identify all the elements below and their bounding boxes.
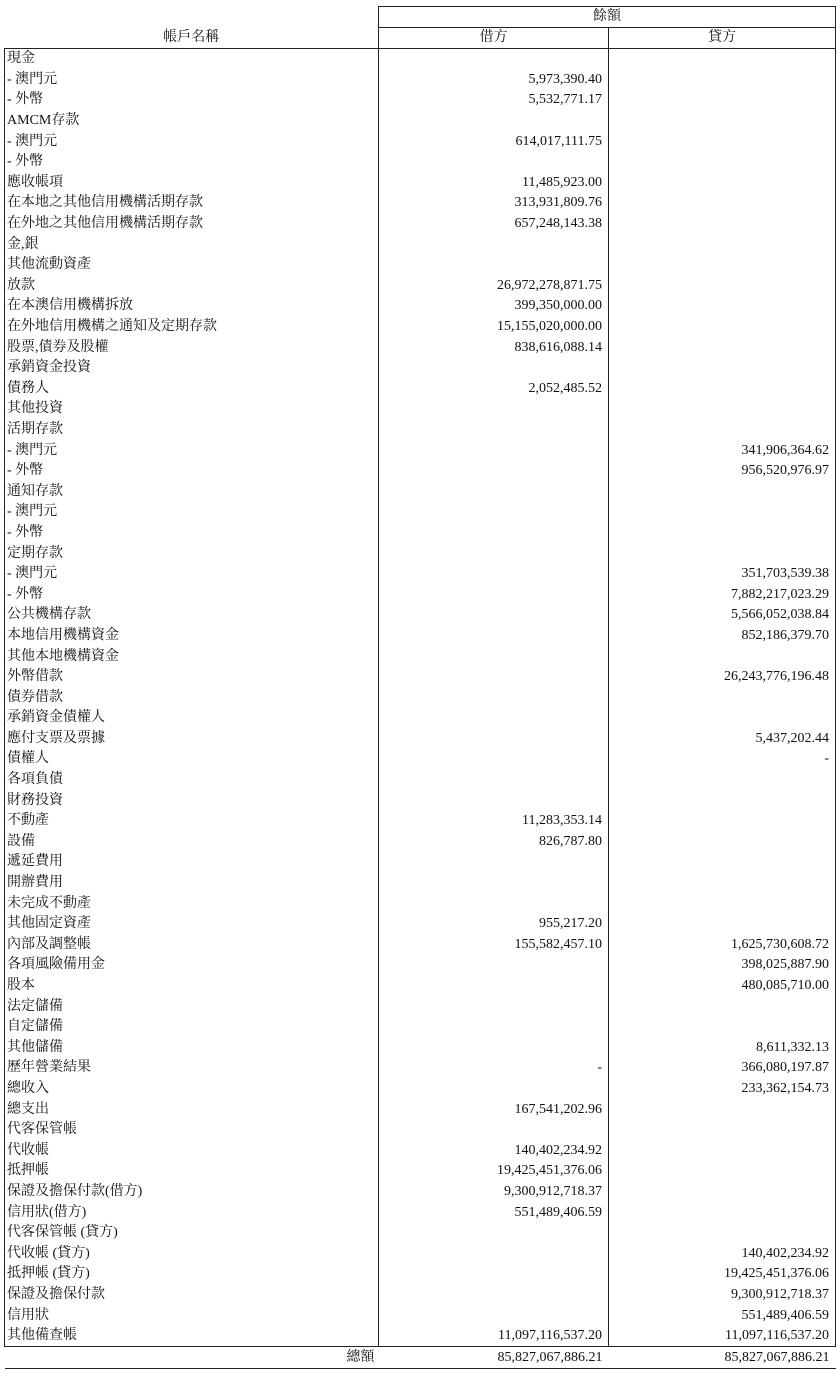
table-row (5, 49, 836, 70)
debit-cell (379, 873, 609, 894)
credit-cell (609, 543, 836, 564)
debit-cell: 15,155,020,000.00 (379, 317, 609, 338)
total-credit: 85,827,067,886.21 (609, 1347, 836, 1369)
credit-cell: - (609, 749, 836, 770)
debit-cell (379, 1223, 609, 1244)
credit-cell (609, 49, 836, 70)
credit-cell (609, 70, 836, 91)
table-row (5, 790, 836, 811)
debit-cell (379, 708, 609, 729)
table-row (5, 420, 836, 441)
credit-cell (609, 255, 836, 276)
account-name-cell: 放款 (5, 276, 379, 297)
table-row (5, 1285, 836, 1306)
credit-cell (609, 481, 836, 502)
credit-cell (609, 317, 836, 338)
account-name-cell: 其他投資 (5, 399, 379, 420)
table-row (5, 729, 836, 750)
account-name-cell: 法定儲備 (5, 996, 379, 1017)
account-name-cell: 承銷資金債權人 (5, 708, 379, 729)
credit-cell (609, 173, 836, 194)
debit-cell (379, 1305, 609, 1326)
table-row (5, 1305, 836, 1326)
account-name-cell: 其他儲備 (5, 1038, 379, 1059)
balance-header: 餘額 (379, 7, 836, 28)
table-row (5, 749, 836, 770)
table-row (5, 770, 836, 791)
credit-cell (609, 1161, 836, 1182)
credit-cell: 8,611,332.13 (609, 1038, 836, 1059)
debit-cell (379, 502, 609, 523)
debit-cell (379, 955, 609, 976)
account-name-cell: 股本 (5, 976, 379, 997)
debit-cell: 26,972,278,871.75 (379, 276, 609, 297)
credit-cell (609, 337, 836, 358)
credit-cell: 480,085,710.00 (609, 976, 836, 997)
debit-cell (379, 564, 609, 585)
table-row (5, 935, 836, 956)
credit-cell (609, 193, 836, 214)
debit-cell (379, 605, 609, 626)
debit-cell (379, 976, 609, 997)
debit-cell: 614,017,111.75 (379, 131, 609, 152)
credit-cell: 956,520,976.97 (609, 461, 836, 482)
table-row (5, 976, 836, 997)
account-name-cell: 信用狀 (5, 1305, 379, 1326)
account-name-cell: AMCM存款 (5, 111, 379, 132)
credit-cell: 7,882,217,023.29 (609, 584, 836, 605)
table-row (5, 1079, 836, 1100)
total-label: 總額 (5, 1347, 379, 1369)
account-name-cell: - 外幣 (5, 90, 379, 111)
table-row (5, 502, 836, 523)
account-name-cell: - 澳門元 (5, 440, 379, 461)
table-row (5, 1326, 836, 1347)
credit-cell (609, 1140, 836, 1161)
credit-cell (609, 379, 836, 400)
debit-cell (379, 255, 609, 276)
table-row (5, 399, 836, 420)
table-row (5, 543, 836, 564)
account-name-cell: 金,銀 (5, 234, 379, 255)
credit-cell (609, 1120, 836, 1141)
account-name-cell: 其他本地機構資金 (5, 646, 379, 667)
table-row (5, 296, 836, 317)
header-blank (5, 7, 379, 28)
debit-cell: 399,350,000.00 (379, 296, 609, 317)
debit-cell (379, 1243, 609, 1264)
account-name-cell: 抵押帳 (貸方) (5, 1264, 379, 1285)
account-name-cell: 本地信用機構資金 (5, 626, 379, 647)
account-name-cell: 自定儲備 (5, 1017, 379, 1038)
table-row (5, 893, 836, 914)
account-name-cell: 各項風險備用金 (5, 955, 379, 976)
credit-cell (609, 832, 836, 853)
account-name-cell: 承銷資金投資 (5, 358, 379, 379)
account-name-cell: 總支出 (5, 1099, 379, 1120)
table-row (5, 358, 836, 379)
account-name-cell: 開辦費用 (5, 873, 379, 894)
account-name-cell: - 澳門元 (5, 70, 379, 91)
debit-cell (379, 646, 609, 667)
account-name-cell: 不動產 (5, 811, 379, 832)
account-rows (5, 49, 836, 1347)
debit-cell (379, 1120, 609, 1141)
table-row (5, 832, 836, 853)
debit-cell (379, 111, 609, 132)
account-name-cell: 保證及擔保付款 (5, 1285, 379, 1306)
debit-cell (379, 1264, 609, 1285)
account-name-cell: 現金 (5, 49, 379, 70)
debit-cell: 11,097,116,537.20 (379, 1326, 609, 1347)
account-name-cell: 通知存款 (5, 481, 379, 502)
account-name-cell: 各項負債 (5, 770, 379, 791)
table-row (5, 481, 836, 502)
table-row (5, 564, 836, 585)
debit-cell (379, 770, 609, 791)
debit-cell (379, 667, 609, 688)
table-row (5, 1243, 836, 1264)
debit-cell (379, 523, 609, 544)
credit-cell: 341,906,364.62 (609, 440, 836, 461)
credit-cell (609, 873, 836, 894)
table-row (5, 255, 836, 276)
table-row (5, 234, 836, 255)
total-row (5, 1347, 836, 1369)
account-name-cell: 保證及擔保付款(借方) (5, 1182, 379, 1203)
account-name-cell: 在本澳信用機構拆放 (5, 296, 379, 317)
debit-cell (379, 790, 609, 811)
credit-cell: 11,097,116,537.20 (609, 1326, 836, 1347)
credit-cell: 5,437,202.44 (609, 729, 836, 750)
debit-cell: 19,425,451,376.06 (379, 1161, 609, 1182)
debit-cell: 838,616,088.14 (379, 337, 609, 358)
account-name-header: 帳戶名稱 (5, 28, 379, 49)
debit-header: 借方 (379, 28, 609, 49)
debit-cell: 826,787.80 (379, 832, 609, 853)
account-name-cell: 信用狀(借方) (5, 1202, 379, 1223)
credit-cell: 5,566,052,038.84 (609, 605, 836, 626)
credit-cell (609, 708, 836, 729)
credit-cell: 551,489,406.59 (609, 1305, 836, 1326)
debit-cell (379, 749, 609, 770)
debit-cell: 11,485,923.00 (379, 173, 609, 194)
account-name-cell: - 澳門元 (5, 502, 379, 523)
debit-cell (379, 481, 609, 502)
trial-balance-sheet (4, 6, 835, 1369)
debit-cell: 5,973,390.40 (379, 70, 609, 91)
table-row (5, 111, 836, 132)
account-name-cell: 代收帳 (貸方) (5, 1243, 379, 1264)
table-row (5, 626, 836, 647)
table-row (5, 584, 836, 605)
debit-cell (379, 893, 609, 914)
table-row (5, 276, 836, 297)
credit-cell (609, 790, 836, 811)
table-row (5, 379, 836, 400)
table-row (5, 337, 836, 358)
debit-cell (379, 234, 609, 255)
account-name-cell: 歷年營業結果 (5, 1058, 379, 1079)
account-name-cell: - 外幣 (5, 461, 379, 482)
credit-cell (609, 1223, 836, 1244)
account-name-cell: 在外地之其他信用機構活期存款 (5, 214, 379, 235)
table-row (5, 523, 836, 544)
account-name-cell: 公共機構存款 (5, 605, 379, 626)
table-row (5, 70, 836, 91)
balance-table (4, 6, 836, 1369)
account-name-cell: 其他固定資產 (5, 914, 379, 935)
table-row (5, 1182, 836, 1203)
account-name-cell: 應付支票及票據 (5, 729, 379, 750)
table-row (5, 1202, 836, 1223)
table-row (5, 317, 836, 338)
debit-cell (379, 1079, 609, 1100)
debit-cell: 657,248,143.38 (379, 214, 609, 235)
account-name-cell: 設備 (5, 832, 379, 853)
table-row (5, 152, 836, 173)
table-row (5, 193, 836, 214)
credit-cell (609, 770, 836, 791)
credit-cell (609, 852, 836, 873)
table-row (5, 1223, 836, 1244)
account-name-cell: - 澳門元 (5, 131, 379, 152)
debit-cell (379, 1285, 609, 1306)
credit-cell (609, 646, 836, 667)
credit-cell (609, 399, 836, 420)
credit-cell (609, 214, 836, 235)
table-row (5, 1161, 836, 1182)
account-name-cell: 債務人 (5, 379, 379, 400)
credit-cell: 233,362,154.73 (609, 1079, 836, 1100)
account-name-cell: 其他流動資產 (5, 255, 379, 276)
credit-cell (609, 1202, 836, 1223)
credit-cell (609, 502, 836, 523)
credit-cell (609, 893, 836, 914)
debit-cell (379, 440, 609, 461)
debit-cell (379, 687, 609, 708)
debit-cell (379, 399, 609, 420)
debit-cell: - (379, 1058, 609, 1079)
account-name-cell: 外幣借款 (5, 667, 379, 688)
table-row (5, 1017, 836, 1038)
table-row (5, 1264, 836, 1285)
account-name-cell: 定期存款 (5, 543, 379, 564)
credit-cell (609, 914, 836, 935)
credit-cell: 366,080,197.87 (609, 1058, 836, 1079)
table-row (5, 852, 836, 873)
credit-cell (609, 1099, 836, 1120)
credit-cell (609, 523, 836, 544)
account-name-cell: 未完成不動產 (5, 893, 379, 914)
credit-cell (609, 687, 836, 708)
table-row (5, 605, 836, 626)
debit-cell: 313,931,809.76 (379, 193, 609, 214)
credit-cell (609, 90, 836, 111)
debit-cell (379, 584, 609, 605)
debit-cell (379, 420, 609, 441)
account-name-cell: - 外幣 (5, 584, 379, 605)
table-row (5, 1038, 836, 1059)
credit-cell (609, 996, 836, 1017)
credit-cell: 1,625,730,608.72 (609, 935, 836, 956)
account-name-cell: 財務投資 (5, 790, 379, 811)
account-name-cell: 債權人 (5, 749, 379, 770)
credit-cell (609, 420, 836, 441)
table-row (5, 708, 836, 729)
debit-cell (379, 543, 609, 564)
credit-cell: 852,186,379.70 (609, 626, 836, 647)
table-row (5, 440, 836, 461)
account-name-cell: 在外地信用機構之通知及定期存款 (5, 317, 379, 338)
account-name-cell: 其他備查帳 (5, 1326, 379, 1347)
credit-cell: 9,300,912,718.37 (609, 1285, 836, 1306)
debit-cell: 11,283,353.14 (379, 811, 609, 832)
debit-cell (379, 461, 609, 482)
table-row (5, 1140, 836, 1161)
table-row (5, 811, 836, 832)
account-name-cell: 遞延費用 (5, 852, 379, 873)
credit-cell (609, 234, 836, 255)
debit-cell: 167,541,202.96 (379, 1099, 609, 1120)
table-row (5, 131, 836, 152)
debit-cell (379, 996, 609, 1017)
credit-header: 貸方 (609, 28, 836, 49)
table-row (5, 873, 836, 894)
debit-cell (379, 852, 609, 873)
account-name-cell: - 澳門元 (5, 564, 379, 585)
table-row (5, 461, 836, 482)
header-row-balance (5, 7, 836, 28)
account-name-cell: 在本地之其他信用機構活期存款 (5, 193, 379, 214)
credit-cell (609, 152, 836, 173)
account-name-cell: - 外幣 (5, 523, 379, 544)
debit-cell (379, 1017, 609, 1038)
credit-cell (609, 296, 836, 317)
account-name-cell: - 外幣 (5, 152, 379, 173)
credit-cell: 19,425,451,376.06 (609, 1264, 836, 1285)
credit-cell (609, 111, 836, 132)
account-name-cell: 代客保管帳 (貸方) (5, 1223, 379, 1244)
table-row (5, 667, 836, 688)
credit-cell (609, 276, 836, 297)
credit-cell: 398,025,887.90 (609, 955, 836, 976)
table-row (5, 996, 836, 1017)
credit-cell (609, 1182, 836, 1203)
table-row (5, 1120, 836, 1141)
debit-cell (379, 1038, 609, 1059)
credit-cell: 140,402,234.92 (609, 1243, 836, 1264)
debit-cell (379, 729, 609, 750)
credit-cell (609, 358, 836, 379)
table-row (5, 914, 836, 935)
debit-cell (379, 358, 609, 379)
debit-cell: 2,052,485.52 (379, 379, 609, 400)
account-name-cell: 總收入 (5, 1079, 379, 1100)
table-row (5, 646, 836, 667)
table-row (5, 173, 836, 194)
table-row (5, 955, 836, 976)
credit-cell (609, 1017, 836, 1038)
account-name-cell: 抵押帳 (5, 1161, 379, 1182)
table-row (5, 1099, 836, 1120)
debit-cell: 9,300,912,718.37 (379, 1182, 609, 1203)
total-debit: 85,827,067,886.21 (379, 1347, 609, 1369)
debit-cell: 551,489,406.59 (379, 1202, 609, 1223)
credit-cell (609, 811, 836, 832)
account-name-cell: 代客保管帳 (5, 1120, 379, 1141)
account-name-cell: 內部及調整帳 (5, 935, 379, 956)
debit-cell: 955,217.20 (379, 914, 609, 935)
header-row-columns (5, 28, 836, 49)
credit-cell: 26,243,776,196.48 (609, 667, 836, 688)
table-row (5, 687, 836, 708)
debit-cell: 155,582,457.10 (379, 935, 609, 956)
debit-cell: 5,532,771.17 (379, 90, 609, 111)
credit-cell: 351,703,539.38 (609, 564, 836, 585)
table-row (5, 214, 836, 235)
account-name-cell: 活期存款 (5, 420, 379, 441)
account-name-cell: 應收帳項 (5, 173, 379, 194)
credit-cell (609, 131, 836, 152)
table-row (5, 90, 836, 111)
debit-cell (379, 626, 609, 647)
debit-cell (379, 152, 609, 173)
account-name-cell: 代收帳 (5, 1140, 379, 1161)
debit-cell: 140,402,234.92 (379, 1140, 609, 1161)
table-row (5, 1058, 836, 1079)
account-name-cell: 債券借款 (5, 687, 379, 708)
account-name-cell: 股票,債券及股權 (5, 337, 379, 358)
debit-cell (379, 49, 609, 70)
